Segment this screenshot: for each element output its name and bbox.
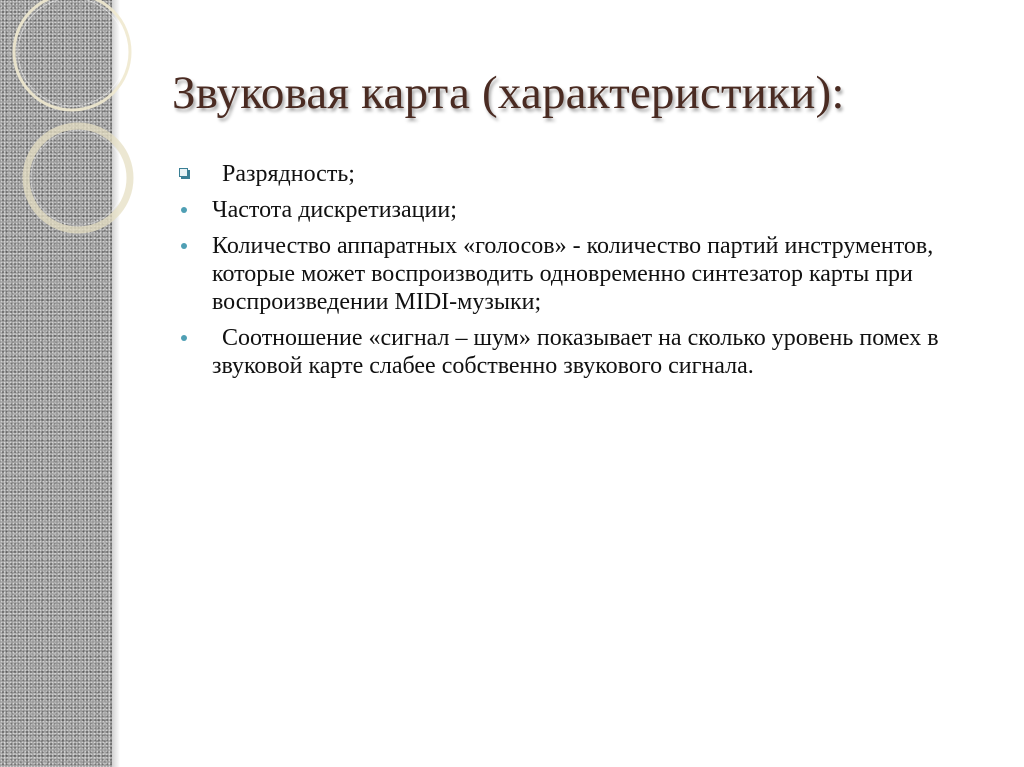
dot-icon (181, 243, 187, 249)
bullet-item (176, 232, 996, 316)
slide-title: Звуковая карта (характеристики): (172, 67, 845, 119)
dot-icon (181, 207, 187, 213)
bullet-text: Соотношение «сигнал – шум» показывает на сколько уровень помех в звуковой карте слабее собственно звукового сигнала. (212, 325, 939, 379)
dot-icon (181, 335, 187, 341)
bullet-item (176, 196, 996, 224)
bullet-text: Разрядность; (222, 161, 355, 187)
bullet-text: Количество аппаратных «голосов» - количество партий инструментов, которые может воспроизводить одновременно синтезатор карты при воспроизведении MIDI-музыки; (212, 233, 934, 315)
bullet-text: Частота дискретизации; (212, 197, 457, 223)
bullet-item (176, 160, 996, 188)
square-checkbox-icon (179, 168, 188, 177)
bullet-list (176, 160, 996, 388)
decorative-rings-icon (0, 0, 140, 260)
bullet-item (176, 324, 996, 380)
